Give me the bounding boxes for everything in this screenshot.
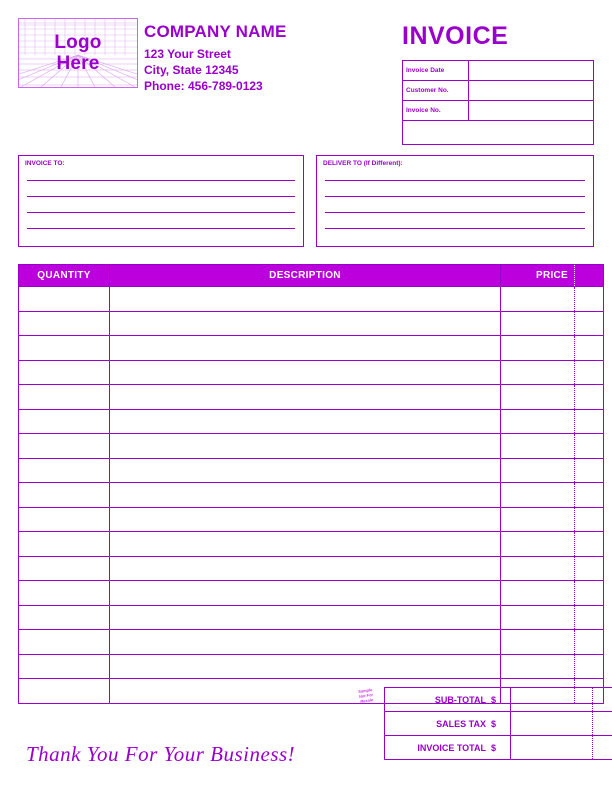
company-phone: Phone: 456-789-0123 [144, 79, 263, 93]
meta-value-customer-no[interactable] [469, 81, 594, 101]
deliver-to-label: DELIVER TO (If Different): [323, 160, 403, 167]
cell-price[interactable] [501, 287, 604, 312]
price-cents-divider-header [574, 265, 575, 286]
deliver-to-rule-1 [325, 180, 585, 181]
column-header-quantity: QUANTITY [19, 265, 110, 287]
totals-currency-invoice-total: $ [491, 736, 511, 760]
price-cents-divider [574, 630, 575, 654]
cell-price[interactable] [501, 434, 604, 459]
invoice-to-rule-4 [27, 228, 295, 229]
company-city-state-zip: City, State 12345 [144, 63, 239, 77]
price-cents-divider [574, 483, 575, 507]
cell-quantity[interactable] [19, 483, 110, 508]
column-header-price-label: PRICE [535, 270, 569, 281]
cell-quantity[interactable] [19, 679, 110, 704]
cell-price[interactable] [501, 336, 604, 361]
company-street: 123 Your Street [144, 47, 231, 61]
cell-description[interactable] [110, 360, 501, 385]
price-cents-divider [574, 287, 575, 311]
cell-quantity[interactable] [19, 654, 110, 679]
table-row [19, 360, 604, 385]
price-cents-divider [574, 312, 575, 336]
meta-row-invoice-no [403, 101, 594, 121]
table-row [19, 409, 604, 434]
cell-quantity[interactable] [19, 556, 110, 581]
deliver-to-rule-4 [325, 228, 585, 229]
totals-currency-sales-tax: $ [491, 712, 511, 736]
totals-value-invoice-total[interactable] [511, 736, 612, 760]
cell-quantity[interactable] [19, 507, 110, 532]
cell-quantity[interactable] [19, 385, 110, 410]
totals-value-subtotal[interactable] [511, 688, 612, 712]
meta-value-invoice-no[interactable] [469, 101, 594, 121]
line-items-header [19, 265, 604, 287]
thank-you-message: Thank You For Your Business! [26, 742, 296, 766]
invoice-to-rule-1 [27, 180, 295, 181]
totals-table [384, 687, 612, 760]
cell-price[interactable] [501, 483, 604, 508]
cell-price[interactable] [501, 360, 604, 385]
cell-description[interactable] [110, 287, 501, 312]
cell-quantity[interactable] [19, 336, 110, 361]
meta-value-blank[interactable] [403, 121, 594, 145]
company-info [144, 22, 394, 94]
table-row [19, 385, 604, 410]
meta-row-invoice-date [403, 61, 594, 81]
cell-quantity[interactable] [19, 287, 110, 312]
page-title: INVOICE [402, 22, 509, 50]
table-row [19, 532, 604, 557]
line-items-table [18, 264, 604, 704]
table-row [19, 507, 604, 532]
company-name: COMPANY NAME [144, 22, 287, 41]
meta-row-blank [403, 121, 594, 145]
column-header-price [501, 265, 604, 287]
cell-description[interactable] [110, 630, 501, 655]
cell-description[interactable] [110, 581, 501, 606]
cell-description[interactable] [110, 434, 501, 459]
cell-quantity[interactable] [19, 581, 110, 606]
price-cents-divider [574, 459, 575, 483]
cell-price[interactable] [501, 532, 604, 557]
totals-currency-subtotal: $ [491, 688, 511, 712]
deliver-to-rule-3 [325, 212, 585, 213]
cell-description[interactable] [110, 556, 501, 581]
sample-stamp-line-2: Not For Resale [358, 692, 374, 704]
price-cents-divider [574, 606, 575, 630]
cell-quantity[interactable] [19, 532, 110, 557]
invoice-meta-table [402, 60, 594, 145]
totals-cents-divider-subtotal [592, 688, 593, 711]
totals-label-sales-tax: SALES TAX [385, 712, 492, 736]
logo-line-1: Logo [54, 32, 102, 53]
column-header-description: DESCRIPTION [110, 265, 501, 287]
cell-quantity[interactable] [19, 409, 110, 434]
cell-price[interactable] [501, 654, 604, 679]
cell-price[interactable] [501, 556, 604, 581]
cell-description[interactable] [110, 483, 501, 508]
invoice-to-label: INVOICE TO: [25, 160, 65, 167]
price-cents-divider [574, 557, 575, 581]
cell-price[interactable] [501, 311, 604, 336]
logo-line-2: Here [56, 53, 100, 74]
table-row [19, 605, 604, 630]
table-row [19, 336, 604, 361]
cell-price[interactable] [501, 458, 604, 483]
cell-price[interactable] [501, 409, 604, 434]
cell-quantity[interactable] [19, 458, 110, 483]
totals-label-invoice-total: INVOICE TOTAL [385, 736, 492, 760]
table-row [19, 434, 604, 459]
price-cents-divider [574, 434, 575, 458]
totals-row-invoice-total [385, 736, 612, 760]
totals-value-sales-tax[interactable] [511, 712, 612, 736]
meta-value-invoice-date[interactable] [469, 61, 594, 81]
cell-description[interactable] [110, 336, 501, 361]
price-cents-divider [574, 361, 575, 385]
price-cents-divider [574, 655, 575, 679]
logo-text [19, 19, 137, 87]
price-cents-divider [574, 532, 575, 556]
sample-stamp-line-1: Sample [357, 687, 373, 695]
table-row [19, 581, 604, 606]
price-cents-divider [574, 508, 575, 532]
totals-row-sales-tax [385, 712, 612, 736]
table-row [19, 311, 604, 336]
cell-price[interactable] [501, 507, 604, 532]
deliver-to-box[interactable] [316, 155, 594, 247]
totals-row-subtotal [385, 688, 612, 712]
line-items-body [19, 287, 604, 704]
invoice-to-rule-2 [27, 196, 295, 197]
cell-price[interactable] [501, 581, 604, 606]
cell-description[interactable] [110, 654, 501, 679]
cell-description[interactable] [110, 532, 501, 557]
price-cents-divider [574, 581, 575, 605]
cell-description[interactable] [110, 409, 501, 434]
price-cents-divider [574, 410, 575, 434]
logo-box [18, 18, 138, 88]
table-row [19, 458, 604, 483]
price-cents-divider [574, 385, 575, 409]
cell-description[interactable] [110, 458, 501, 483]
table-row [19, 654, 604, 679]
cell-description[interactable] [110, 385, 501, 410]
totals-label-subtotal: SUB-TOTAL [385, 688, 492, 712]
cell-quantity[interactable] [19, 605, 110, 630]
meta-row-customer-no [403, 81, 594, 101]
cell-description[interactable] [110, 605, 501, 630]
cell-quantity[interactable] [19, 630, 110, 655]
invoice-to-box[interactable] [18, 155, 304, 247]
cell-quantity[interactable] [19, 311, 110, 336]
table-row [19, 630, 604, 655]
cell-description[interactable] [110, 311, 501, 336]
table-row [19, 556, 604, 581]
table-row [19, 483, 604, 508]
cell-price[interactable] [501, 605, 604, 630]
price-cents-divider [574, 336, 575, 360]
meta-label-invoice-no: Invoice No. [403, 101, 469, 121]
meta-label-customer-no: Customer No. [403, 81, 469, 101]
totals-cents-divider-sales-tax [592, 712, 593, 735]
deliver-to-rule-2 [325, 196, 585, 197]
meta-label-invoice-date: Invoice Date [403, 61, 469, 81]
cell-quantity[interactable] [19, 434, 110, 459]
invoice-to-rule-3 [27, 212, 295, 213]
table-row [19, 287, 604, 312]
totals-cents-divider-invoice-total [592, 736, 593, 759]
cell-price[interactable] [501, 385, 604, 410]
cell-description[interactable] [110, 507, 501, 532]
cell-price[interactable] [501, 630, 604, 655]
cell-quantity[interactable] [19, 360, 110, 385]
